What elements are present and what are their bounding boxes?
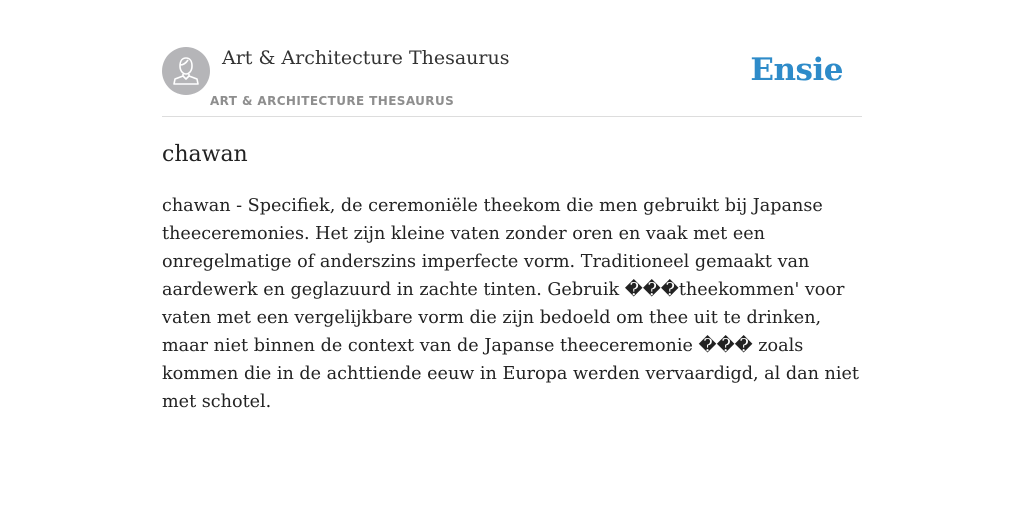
avatar[interactable] (162, 47, 210, 95)
brand-logo[interactable]: Ensie (750, 52, 843, 88)
entry-term: chawan (162, 142, 248, 167)
source-header (162, 46, 862, 117)
user-silhouette-icon (162, 47, 210, 95)
source-title[interactable]: Art & Architecture Thesaurus (222, 47, 510, 69)
entry-definition: chawan - Specifiek, de ceremoniële theekom die men gebruikt bij Japanse theeceremonies. Het zijn kleine vaten zonder oren en vaak met een onregelmatige of anderszins imperfecte vorm. Traditioneel gemaakt van aardewerk en geglazuurd in zachte tinten. Gebruik ���theekommen' voor vaten met een vergelijkbare vorm die zijn bedoeld om thee uit te drinken, maar niet binnen de context van de Japanse theeceremonie ��� zoals kommen die in de achttiende eeuw in Europa werden vervaardigd, al dan niet met schotel. (162, 196, 859, 412)
source-subtitle[interactable]: ART & ARCHITECTURE THESAURUS (210, 94, 455, 108)
